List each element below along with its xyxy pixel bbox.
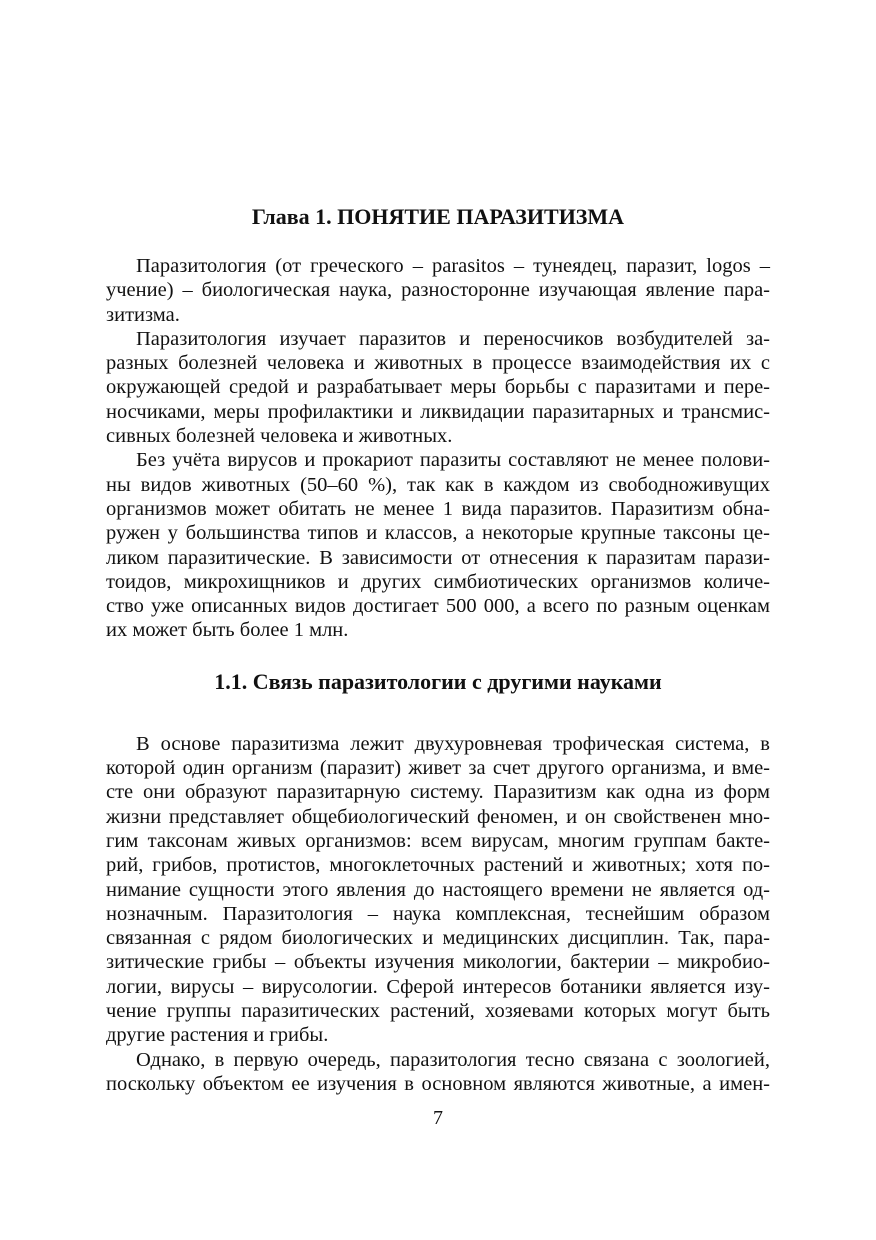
paragraph-line: сте они образуют паразитарную систему. Паразитизм как одна из форм: [106, 781, 770, 804]
paragraph-line: чение группы паразитических растений, хозяевами которых могут быть: [106, 1000, 770, 1023]
paragraph-line: Паразитология (от греческого – parasitos – тунеядец, паразит, logos –: [136, 255, 770, 277]
spacing: [106, 234, 770, 254]
spacing: [106, 643, 770, 663]
paragraph-line: их может быть более 1 млн.: [106, 619, 349, 642]
paragraph-3: [106, 448, 770, 642]
paragraph-line: сивных болезней человека и животных.: [106, 425, 453, 448]
paragraph-line: поскольку объектом ее изучения в основном являются животные, а имен-: [106, 1072, 770, 1095]
paragraph-2: [106, 327, 770, 448]
paragraph-line: зитизма.: [106, 303, 180, 326]
section-paragraph-2: [106, 1048, 770, 1097]
paragraph-line: которой один организм (паразит) живет за счет другого организма, и вме-: [106, 757, 770, 780]
paragraph-line: нимание сущности этого явления до настоящего времени не является од-: [106, 878, 770, 901]
paragraph-line: организмов может обитать не менее 1 вида паразитов. Паразитизм обна-: [106, 497, 770, 520]
page-content: [106, 200, 770, 1096]
section-paragraph-1: [106, 732, 770, 1048]
paragraph-line: логии, вирусы – вирусологии. Сферой интересов ботаники является изу-: [106, 975, 770, 998]
paragraph-line: Однако, в первую очередь, паразитология тесно связана с зоологией,: [136, 1048, 770, 1071]
paragraph-1: [106, 254, 770, 327]
paragraph-line: носчиками, меры профилактики и ликвидации паразитарных и трансмис-: [106, 400, 770, 423]
paragraph-line: окружающей средой и разрабатывает меры борьбы с паразитами и пере-: [106, 376, 770, 399]
paragraph-line: учение) – биологическая наука, разносторонне изучающая явление пара-: [106, 279, 770, 302]
paragraph-line: жизни представляет общебиологический феномен, и он свойственен мно-: [106, 805, 770, 828]
spacing: [106, 701, 770, 732]
paragraph-line: Паразитология изучает паразитов и переносчиков возбудителей за-: [136, 327, 770, 350]
paragraph-line: другие растения и грибы.: [106, 1024, 329, 1047]
paragraph-line: гим таксонам живых организмов: всем вирусам, многим группам бакте-: [106, 829, 770, 852]
paragraph-line: рий, грибов, протистов, многоклеточных растений и животных; хотя по-: [106, 854, 770, 877]
paragraph-line: зитические грибы – объекты изучения микологии, бактерии – микробио-: [106, 951, 770, 974]
paragraph-line: Без учёта вирусов и прокариот паразиты составляют не менее полови-: [136, 449, 770, 472]
paragraph-line: нозначным. Паразитология – наука комплексная, теснейшим образом: [106, 902, 770, 925]
paragraph-line: разных болезней человека и животных в процессе взаимодействия их с: [106, 352, 770, 375]
paragraph-line: ны видов животных (50–60 %), так как в каждом из свободноживущих: [106, 473, 770, 496]
paragraph-line: ружен у большинства типов и классов, а некоторые крупные таксоны це-: [106, 522, 770, 545]
chapter-title: Глава 1. ПОНЯТИЕ ПАРАЗИТИЗМА: [251, 204, 625, 229]
paragraph-line: тоидов, микрохищников и других симбиотических организмов количе-: [106, 570, 770, 593]
paragraph-line: ликом паразитические. В зависимости от отнесения к паразитам парази-: [106, 546, 770, 569]
paragraph-line: В основе паразитизма лежит двухуровневая трофическая система, в: [136, 732, 770, 755]
paragraph-line: ство уже описанных видов достигает 500 000, а всего по разным оценкам: [106, 595, 770, 618]
section-title: 1.1. Связь паразитологии с другими науками: [214, 668, 662, 694]
paragraph-line: связанная с рядом биологических и медицинских дисциплин. Так, пара-: [106, 927, 770, 950]
page-number: 7: [433, 1107, 443, 1129]
